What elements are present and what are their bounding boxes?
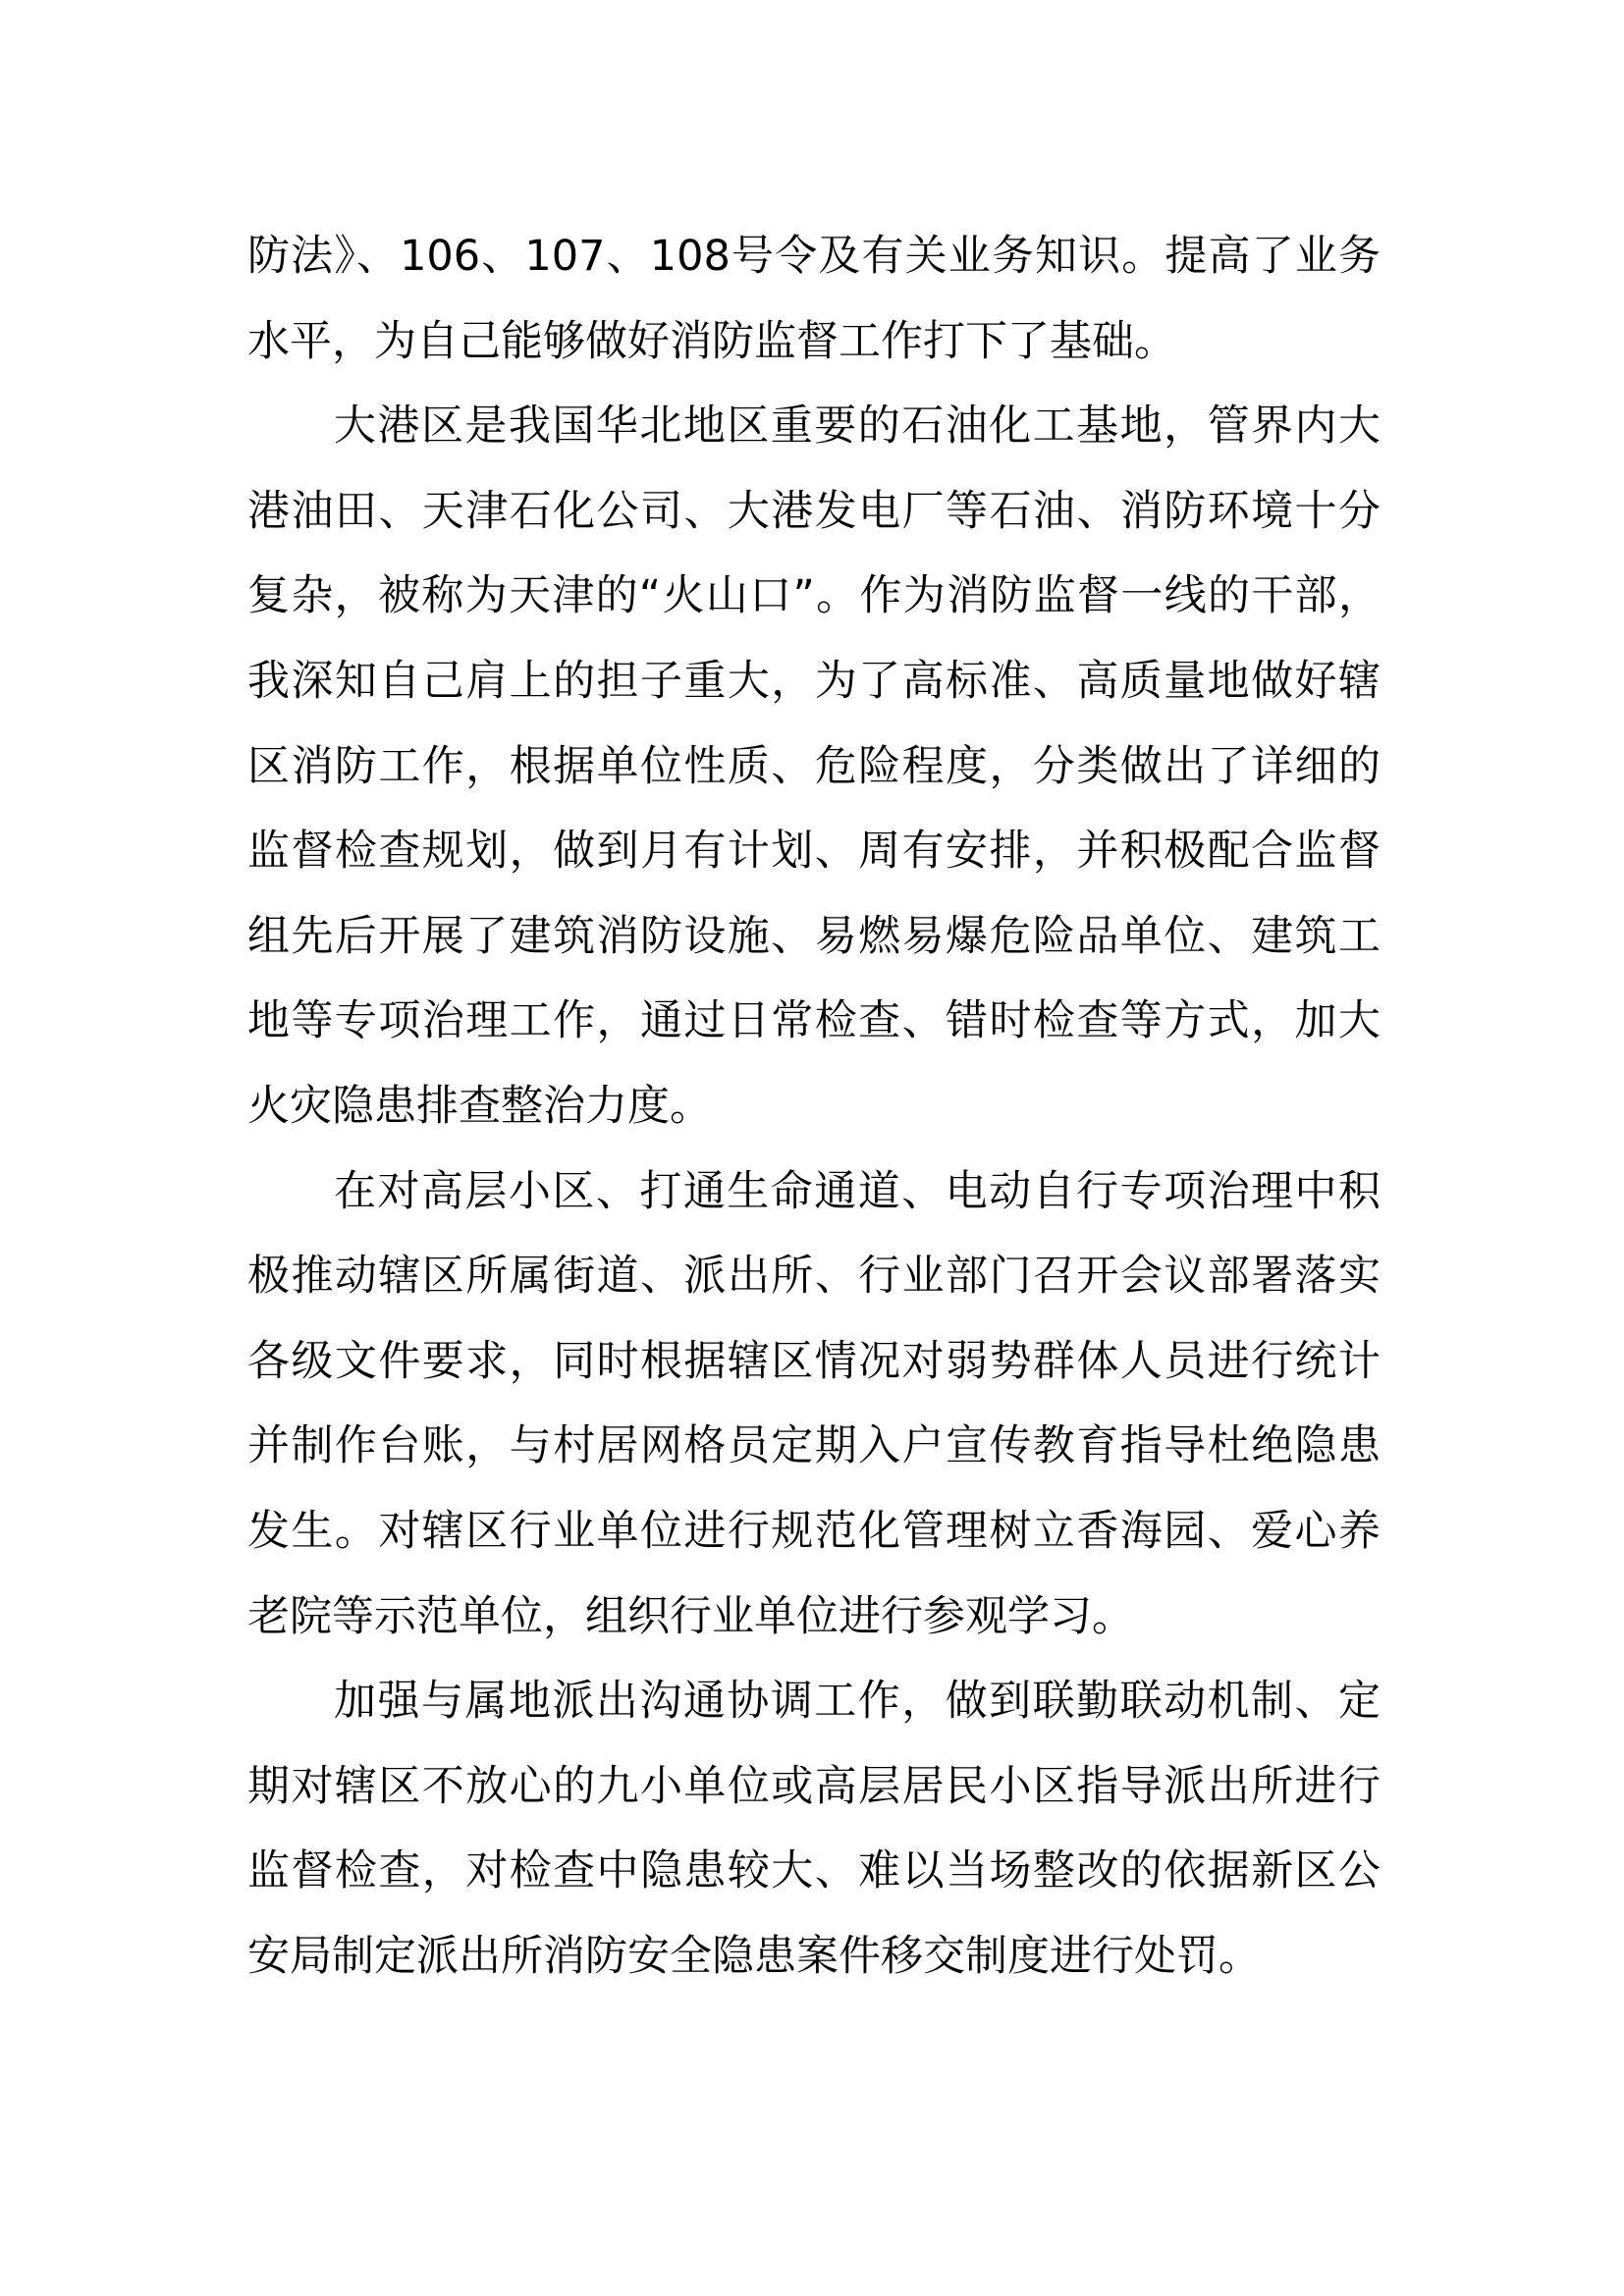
paragraph-continuation: 防法》、106、107、108号令及有关业务知识。提高了业务水平，为自己能够做好消防监督工作打下了基础。 (247, 232, 1380, 366)
paragraph-dagang-district: 大港区是我国华北地区重要的石油化工基地，管界内大港油田、天津石化公司、大港发电厂等石油、消防环境十分复杂，被称为天津的“火山口”。作为消防监督一线的干部，我深知自己肩上的担子重大，为了高标准、高质量地做好辖区消防工作，根据单位性质、危险程度，分类做出了详细的监督检查规划，做到月有计划、周有安排，并积极配合监督组先后开展了建筑消防设施、易燃易爆危险品单位、建筑工地等专项治理工作，通过日常检查、错时检查等方式，加大火灾隐患排查整治力度。 (247, 401, 1380, 1131)
document-page (247, 214, 1380, 1999)
paragraph-police-coordination: 加强与属地派出沟通协调工作，做到联勤联动机制、定期对辖区不放心的九小单位或高层居民小区指导派出所进行监督检查，对检查中隐患较大、难以当场整改的依据新区公安局制定派出所消防安全隐患案件移交制度进行处罚。 (247, 1677, 1380, 1981)
paragraph-high-rise-governance: 在对高层小区、打通生命通道、电动自行专项治理中积极推动辖区所属街道、派出所、行业部门召开会议部署落实各级文件要求，同时根据辖区情况对弱势群体人员进行统计并制作台账，与村居网格员定期入户宣传教育指导杜绝隐患发生。对辖区行业单位进行规范化管理树立香海园、爱心养老院等示范单位，组织行业单位进行参观学习。 (247, 1166, 1380, 1641)
